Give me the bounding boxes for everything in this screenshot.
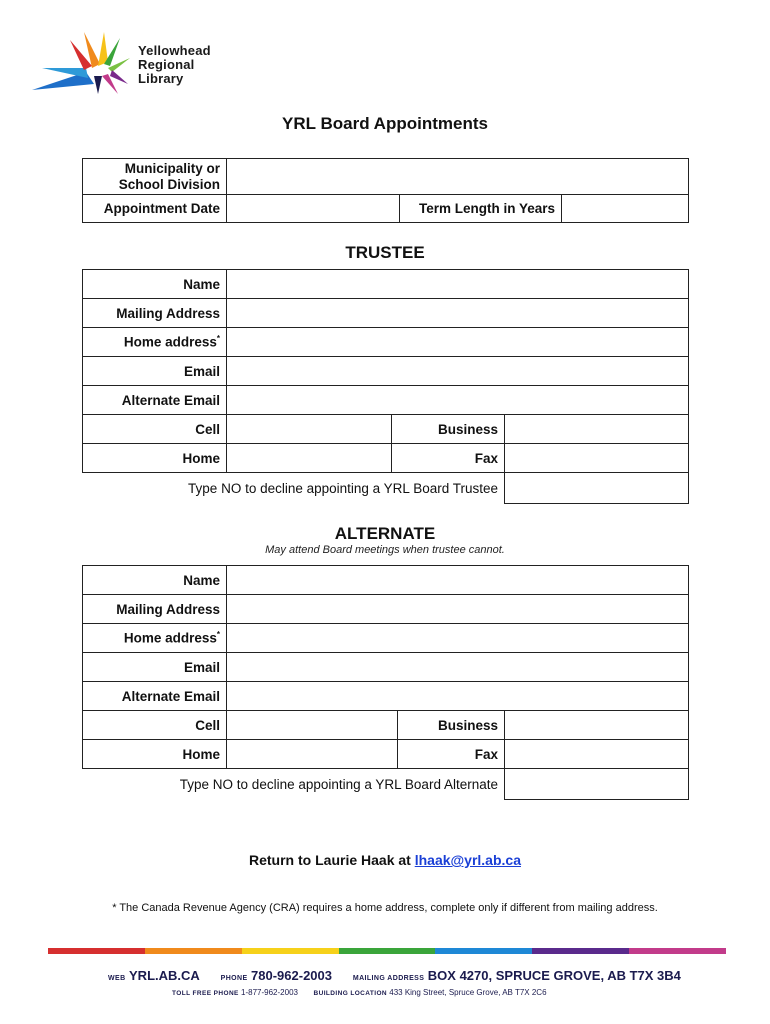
alternate-fax-label: Fax — [398, 740, 505, 769]
alternate-home-label: Home — [83, 740, 227, 769]
return-text: Return to Laurie Haak at — [249, 852, 411, 868]
trustee-business-field[interactable] — [505, 415, 689, 444]
trustee-table — [82, 269, 689, 504]
trustee-decline-label: Type NO to decline appointing a YRL Board Trustee — [188, 480, 498, 496]
footer-secondary-line — [172, 988, 547, 997]
alternate-alt-email-label: Alternate Email — [83, 682, 227, 711]
alternate-mailing-field[interactable] — [227, 595, 689, 624]
asterisk: * — [216, 630, 220, 640]
trustee-business-label: Business — [392, 415, 505, 444]
footer-building-label: BUILDING LOCATION — [313, 990, 388, 997]
rainbow-segment — [532, 948, 629, 954]
alternate-alt-email-field[interactable] — [227, 682, 689, 711]
trustee-email-label: Email — [83, 357, 227, 386]
alternate-cell-field[interactable] — [227, 711, 398, 740]
cra-footnote: * The Canada Revenue Agency (CRA) requires a home address, complete only if different from mailing address. — [112, 902, 658, 914]
footer-rainbow-bar — [48, 948, 726, 954]
alternate-cell-label: Cell — [83, 711, 227, 740]
footer-mailing-label: MAILING ADDRESS — [352, 975, 425, 982]
alternate-decline-label: Type NO to decline appointing a YRL Board Alternate — [179, 776, 498, 792]
logo-line-2: Regional — [138, 57, 195, 72]
rainbow-segment — [435, 948, 532, 954]
trustee-alt-email-label: Alternate Email — [83, 386, 227, 415]
alternate-name-label: Name — [83, 566, 227, 595]
rainbow-segment — [48, 948, 145, 954]
alternate-table — [82, 565, 689, 800]
footer-tollfree-label: TOLL FREE PHONE — [172, 990, 239, 997]
municipality-field[interactable] — [227, 159, 689, 195]
rainbow-segment — [145, 948, 242, 954]
footer-phone-label: PHONE — [220, 975, 248, 982]
appointment-date-field[interactable] — [227, 195, 400, 223]
trustee-heading: TRUSTEE — [345, 243, 425, 262]
trustee-mailing-field[interactable] — [227, 299, 689, 328]
alternate-name-field[interactable] — [227, 566, 689, 595]
trustee-home-label: Home — [83, 444, 227, 473]
footer-web[interactable]: YRL.AB.CA — [129, 968, 200, 983]
trustee-mailing-label: Mailing Address — [83, 299, 227, 328]
trustee-fax-field[interactable] — [505, 444, 689, 473]
trustee-email-field[interactable] — [227, 357, 689, 386]
alternate-decline-field[interactable] — [505, 769, 689, 800]
footer-mailing: BOX 4270, SPRUCE GROVE, AB T7X 3B4 — [427, 968, 681, 983]
municipality-label: Municipality or School Division — [83, 159, 227, 195]
page-title: YRL Board Appointments — [282, 114, 488, 133]
return-line — [0, 852, 770, 868]
alternate-home-field[interactable] — [227, 740, 398, 769]
asterisk: * — [216, 334, 220, 344]
alternate-business-field[interactable] — [505, 711, 689, 740]
trustee-name-label: Name — [83, 270, 227, 299]
alternate-heading: ALTERNATE — [334, 524, 436, 543]
alternate-mailing-label: Mailing Address — [83, 595, 227, 624]
term-length-label: Term Length in Years — [400, 195, 562, 223]
trustee-cell-label: Cell — [83, 415, 227, 444]
rainbow-segment — [242, 948, 339, 954]
trustee-name-field[interactable] — [227, 270, 689, 299]
term-length-field[interactable] — [562, 195, 689, 223]
trustee-home-field[interactable] — [227, 444, 392, 473]
return-email-link[interactable]: lhaak@yrl.ab.ca — [414, 852, 521, 868]
alternate-business-label: Business — [398, 711, 505, 740]
footer-contact-line — [108, 968, 681, 983]
alternate-home-address-label: Home address* — [83, 624, 227, 653]
appointment-date-label: Appointment Date — [83, 195, 227, 223]
footer-phone: 780-962-2003 — [251, 968, 332, 983]
trustee-decline-field[interactable] — [505, 473, 689, 504]
rainbow-segment — [339, 948, 436, 954]
alternate-email-label: Email — [83, 653, 227, 682]
alternate-email-field[interactable] — [227, 653, 689, 682]
alternate-home-address-field[interactable] — [227, 624, 689, 653]
appointment-table — [82, 158, 689, 223]
trustee-home-address-label: Home address* — [83, 328, 227, 357]
trustee-fax-label: Fax — [392, 444, 505, 473]
logo-line-3: Library — [138, 71, 184, 86]
footer-tollfree: 1-877-962-2003 — [241, 988, 298, 997]
trustee-cell-field[interactable] — [227, 415, 392, 444]
trustee-alt-email-field[interactable] — [227, 386, 689, 415]
logo-line-1: Yellowhead — [138, 43, 211, 58]
logo-wordmark — [138, 44, 211, 86]
alternate-fax-field[interactable] — [505, 740, 689, 769]
footer-building: 433 King Street, Spruce Grove, AB T7X 2C6 — [389, 988, 547, 997]
alternate-note: May attend Board meetings when trustee cannot. — [265, 544, 505, 556]
trustee-home-address-field[interactable] — [227, 328, 689, 357]
rainbow-segment — [629, 948, 726, 954]
footer-web-label: WEB — [108, 975, 126, 982]
